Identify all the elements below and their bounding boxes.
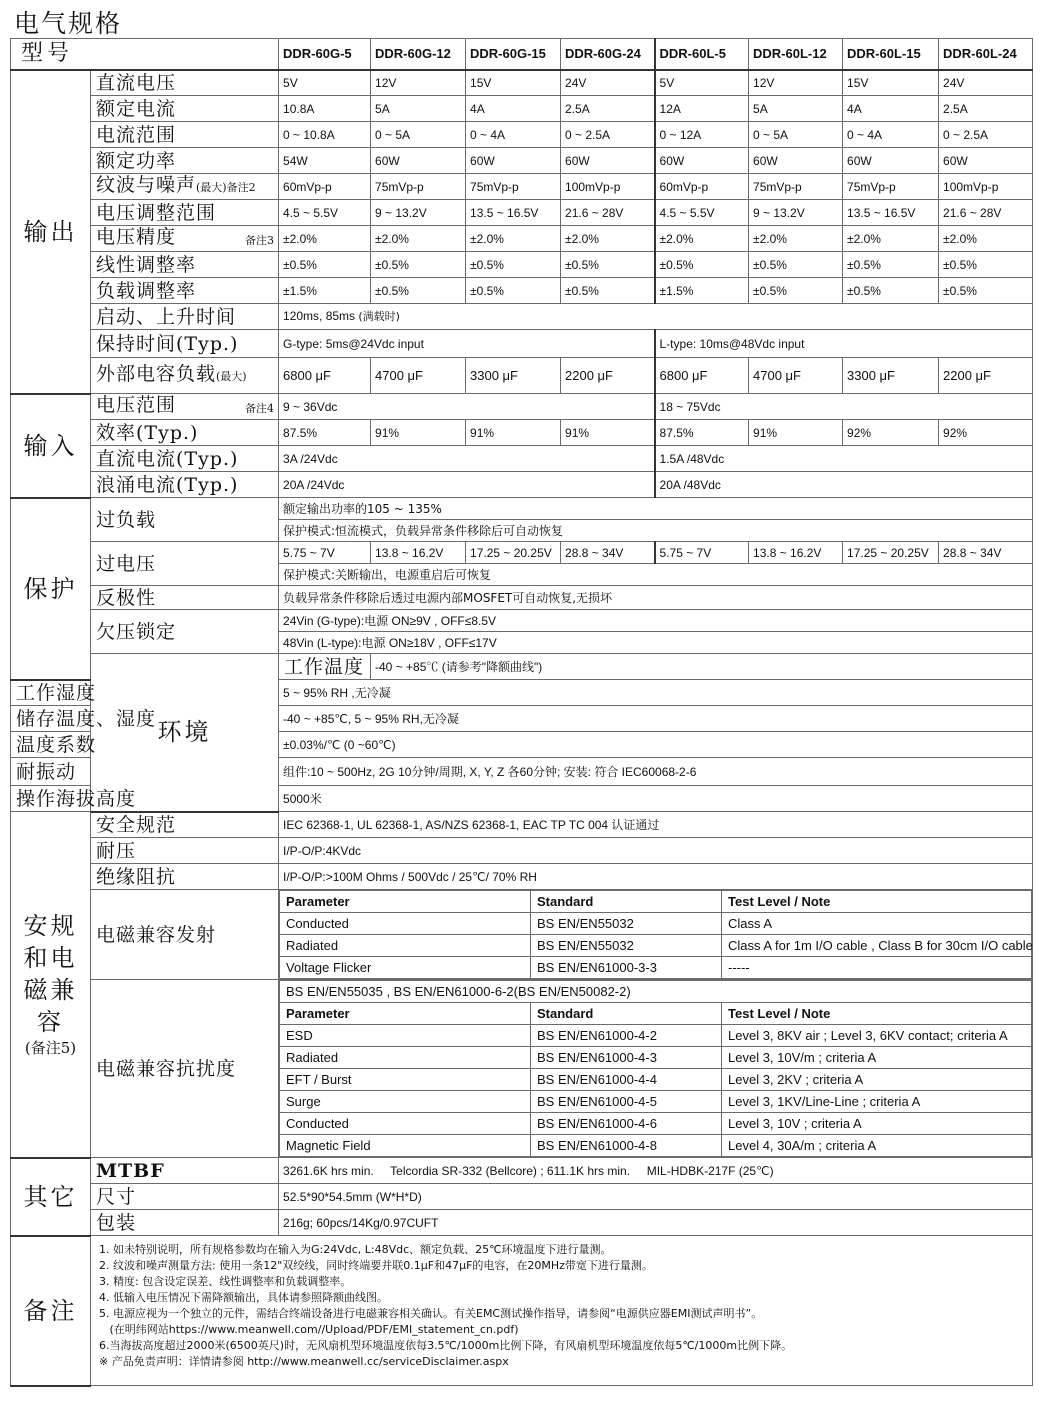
value-cell: 5A	[749, 96, 843, 122]
emission-header: Parameter	[280, 891, 531, 913]
row-label-load-reg: 负载调整率	[91, 278, 279, 304]
row-label-ripple	[91, 174, 279, 200]
section-notes: 备注	[11, 1236, 91, 1386]
value-cell: ±0.5%	[561, 252, 655, 278]
dc-current-l: 1.5A /48Vdc	[655, 446, 1033, 472]
value-cell: 0 ~ 12A	[655, 122, 749, 148]
mtbf-value: 3261.6K hrs min. Telcordia SR-332 (Bellcore) ; 611.1K hrs min. MIL-HDBK-217F (25℃)	[279, 1158, 1033, 1184]
value-cell: 91%	[561, 420, 655, 446]
value-cell: ±0.5%	[466, 252, 561, 278]
hold-g-value: G-type: 5ms@24Vdc input	[279, 330, 655, 358]
value-cell: ±0.5%	[561, 278, 655, 304]
value-cell: 12A	[655, 96, 749, 122]
immunity-cell: Level 3, 1KV/Line-Line ; criteria A	[722, 1091, 1032, 1113]
value-cell: 24V	[561, 70, 655, 96]
value-cell: 28.8 ~ 34V	[939, 542, 1033, 564]
emission-cell: Radiated	[280, 935, 531, 957]
row-label-dimension: 尺寸	[91, 1184, 279, 1210]
immunity-cell: BS EN/EN61000-4-8	[531, 1135, 722, 1157]
reverse-value: 负载异常条件移除后透过电源内部MOSFET可自动恢复,无损坏	[279, 586, 1033, 610]
immunity-cell: BS EN/EN61000-4-6	[531, 1113, 722, 1135]
temp-coeff-value: ±0.03%/℃ (0 ~60℃)	[279, 732, 1033, 758]
immunity-cell: Level 3, 8KV air ; Level 3, 6KV contact; criteria A	[722, 1025, 1032, 1047]
value-cell: 75mVp-p	[843, 174, 939, 200]
value-cell: ±2.0%	[749, 226, 843, 252]
row-label-temp-coeff: 温度系数	[11, 732, 91, 758]
value-cell: 5V	[655, 70, 749, 96]
value-cell: 9 ~ 13.2V	[749, 200, 843, 226]
value-cell: 92%	[939, 420, 1033, 446]
model-name: DDR-60L-15	[843, 39, 939, 70]
immunity-cell: Radiated	[280, 1047, 531, 1069]
value-cell: 4700 μF	[749, 358, 843, 394]
note-line: 5. 电源应视为一个独立的元件，需结合终端设备进行电磁兼容相关确认。有关EMC测试操作指导，请参阅“电源供应器EMI测试声明书”。	[99, 1307, 763, 1320]
dc-current-g: 3A /24Vdc	[279, 446, 655, 472]
setup-value-cn: (满载时)	[358, 310, 400, 323]
model-name: DDR-60G-24	[561, 39, 655, 70]
value-cell: 0 ~ 4A	[843, 122, 939, 148]
value-cell: ±0.5%	[843, 252, 939, 278]
inrush-g: 20A /24Vdc	[279, 472, 655, 498]
value-cell: 24V	[939, 70, 1033, 96]
value-cell: 6800 μF	[279, 358, 371, 394]
value-cell: 0 ~ 5A	[371, 122, 466, 148]
immunity-header: Standard	[531, 1003, 722, 1025]
row-label-packing: 包装	[91, 1210, 279, 1236]
value-cell: ±0.5%	[843, 278, 939, 304]
emission-header: Test Level / Note	[722, 891, 1032, 913]
overvoltage-mode: 保护模式:关断输出，电源重启后可恢复	[279, 564, 1033, 586]
row-label-altitude: 操作海拔高度	[11, 786, 91, 812]
cap-load-small: (最大)	[216, 370, 247, 383]
value-cell: ±1.5%	[655, 278, 749, 304]
value-cell: 17.25 ~ 20.25V	[466, 542, 561, 564]
input-voltage-g: 9 ~ 36Vdc	[279, 394, 655, 420]
row-label-isolation: 绝缘阻抗	[91, 864, 279, 890]
value-cell: ±2.0%	[939, 226, 1033, 252]
model-name: DDR-60L-5	[655, 39, 749, 70]
table-row	[280, 1025, 1032, 1047]
immunity-top: BS EN/EN55035 , BS EN/EN61000-6-2(BS EN/EN50082-2)	[280, 981, 1032, 1003]
setup-value	[279, 304, 1033, 330]
value-cell: 10.8A	[279, 96, 371, 122]
voltage-tol-label: 电压精度	[96, 225, 177, 248]
value-cell: ±0.5%	[466, 278, 561, 304]
value-cell: 60W	[749, 148, 843, 174]
emission-cell: Conducted	[280, 913, 531, 935]
immunity-header: Test Level / Note	[722, 1003, 1032, 1025]
value-cell: 9 ~ 13.2V	[371, 200, 466, 226]
inrush-l: 20A /48Vdc	[655, 472, 1033, 498]
value-cell: ±0.5%	[749, 278, 843, 304]
value-cell: 12V	[371, 70, 466, 96]
value-cell: 75mVp-p	[749, 174, 843, 200]
value-cell: 91%	[749, 420, 843, 446]
value-cell: 2200 μF	[561, 358, 655, 394]
value-cell: 5A	[371, 96, 466, 122]
value-cell: ±1.5%	[279, 278, 371, 304]
value-cell: 13.8 ~ 16.2V	[371, 542, 466, 564]
row-label-dc-current: 直流电流(Typ.)	[91, 446, 279, 472]
row-label-vibration: 耐振动	[11, 758, 91, 786]
emc-emission-cell	[279, 890, 1033, 980]
value-cell: 4.5 ~ 5.5V	[279, 200, 371, 226]
value-cell: 17.25 ~ 20.25V	[843, 542, 939, 564]
setup-value-en: 120ms, 85ms	[283, 309, 359, 323]
section-output: 输出	[11, 70, 91, 394]
uvlo-l: 48Vin (L-type):电源 ON≥18V , OFF≤17V	[279, 632, 1033, 654]
immunity-cell: Level 3, 10V/m ; criteria A	[722, 1047, 1032, 1069]
row-label-cap-load	[91, 358, 279, 394]
row-label-efficiency: 效率(Typ.)	[91, 420, 279, 446]
value-cell: 2200 μF	[939, 358, 1033, 394]
row-label-emc-immunity: 电磁兼容抗扰度	[91, 980, 279, 1158]
value-cell: 0 ~ 2.5A	[561, 122, 655, 148]
value-cell: ±2.0%	[371, 226, 466, 252]
row-label-overload: 过负载	[91, 498, 279, 542]
value-cell: ±2.0%	[279, 226, 371, 252]
row-label-dc-voltage: 直流电压	[91, 70, 279, 96]
immunity-cell: BS EN/EN61000-4-3	[531, 1047, 722, 1069]
model-name: DDR-60G-12	[371, 39, 466, 70]
value-cell: 6800 μF	[655, 358, 749, 394]
model-name: DDR-60L-24	[939, 39, 1033, 70]
note-line: 3. 精度: 包含设定误差、线性调整率和负载调整率。	[99, 1275, 352, 1288]
value-cell: 21.6 ~ 28V	[561, 200, 655, 226]
emission-cell: BS EN/EN55032	[531, 935, 722, 957]
value-cell: 2.5A	[939, 96, 1033, 122]
value-cell: 3300 μF	[843, 358, 939, 394]
table-row	[280, 1135, 1032, 1157]
value-cell: 60W	[561, 148, 655, 174]
value-cell: 0 ~ 2.5A	[939, 122, 1033, 148]
note-line: ※ 产品免责声明：详情请参阅 http://www.meanwell.cc/serviceDisclaimer.aspx	[99, 1355, 509, 1368]
immunity-cell: BS EN/EN61000-4-2	[531, 1025, 722, 1047]
row-label-setup: 启动、上升时间	[91, 304, 279, 330]
value-cell: 100mVp-p	[939, 174, 1033, 200]
ripple-small: (最大)	[196, 181, 227, 194]
row-label-current-range: 电流范围	[91, 122, 279, 148]
uvlo-g: 24Vin (G-type):电源 ON≥9V , OFF≤8.5V	[279, 610, 1033, 632]
value-cell: 4.5 ~ 5.5V	[655, 200, 749, 226]
table-row	[280, 1091, 1032, 1113]
section-protection: 保护	[11, 498, 91, 680]
table-row	[280, 913, 1032, 935]
row-label-inrush: 浪涌电流(Typ.)	[91, 472, 279, 498]
hold-l-value: L-type: 10ms@48Vdc input	[655, 330, 1033, 358]
spec-table	[10, 38, 1033, 1387]
value-cell: 60W	[939, 148, 1033, 174]
note-line: (在明纬网站https://www.meanwell.com//Upload/PDF/EMI_statement_cn.pdf)	[99, 1323, 519, 1336]
value-cell: 5V	[279, 70, 371, 96]
value-cell: 15V	[466, 70, 561, 96]
value-cell: 2.5A	[561, 96, 655, 122]
immunity-cell: Level 4, 30A/m ; criteria A	[722, 1135, 1032, 1157]
value-cell: ±0.5%	[939, 278, 1033, 304]
immunity-cell: Magnetic Field	[280, 1135, 531, 1157]
value-cell: ±0.5%	[655, 252, 749, 278]
value-cell: 3300 μF	[466, 358, 561, 394]
emission-cell: -----	[722, 957, 1032, 979]
value-cell: 60W	[371, 148, 466, 174]
section-safety-note: (备注5)	[24, 1039, 77, 1058]
row-label-work-humid: 工作湿度	[11, 680, 91, 706]
note-line: 4. 低输入电压情况下需降额输出，具体请参照降额曲线图。	[99, 1291, 388, 1304]
section-safety	[11, 812, 91, 1158]
value-cell: 0 ~ 5A	[749, 122, 843, 148]
value-cell: 60mVp-p	[655, 174, 749, 200]
input-voltage-note: 备注4	[245, 401, 275, 415]
note-line: 2. 纹波和噪声测量方法: 使用一条12"双绞线，同时终端要并联0.1μF和47μF的电容，在20MHz带宽下进行量测。	[99, 1259, 653, 1272]
packing-value: 216g; 60pcs/14Kg/0.97CUFT	[279, 1210, 1033, 1236]
model-name: DDR-60L-12	[749, 39, 843, 70]
immunity-cell: Level 3, 10V ; criteria A	[722, 1113, 1032, 1135]
emission-cell: Class A for 1m I/O cable , Class B for 30cm I/O cable	[722, 935, 1032, 957]
value-cell: ±0.5%	[749, 252, 843, 278]
value-cell: ±0.5%	[279, 252, 371, 278]
immunity-cell: BS EN/EN61000-4-5	[531, 1091, 722, 1113]
value-cell: 91%	[466, 420, 561, 446]
emc-immunity-cell	[279, 980, 1033, 1158]
page-title: 电气规格	[14, 9, 123, 38]
emission-header: Standard	[531, 891, 722, 913]
value-cell: 54W	[279, 148, 371, 174]
row-label-storage: 储存温度、湿度	[11, 706, 91, 732]
table-row	[280, 935, 1032, 957]
row-label-safety-standards: 安全规范	[91, 812, 279, 838]
value-cell: 4700 μF	[371, 358, 466, 394]
immunity-cell: Surge	[280, 1091, 531, 1113]
input-voltage-l: 18 ~ 75Vdc	[655, 394, 1033, 420]
value-cell: 4A	[466, 96, 561, 122]
model-name: DDR-60G-15	[466, 39, 561, 70]
row-label-mtbf: MTBF	[91, 1158, 279, 1184]
input-voltage-label: 电压范围	[96, 393, 177, 416]
row-label-hold: 保持时间(Typ.)	[91, 330, 279, 358]
emission-cell: Class A	[722, 913, 1032, 935]
emission-cell: BS EN/EN61000-3-3	[531, 957, 722, 979]
work-temp-value: -40 ~ +85℃ (请参考"降额曲线")	[371, 654, 1033, 680]
value-cell: ±2.0%	[561, 226, 655, 252]
dimension-value: 52.5*90*54.5mm (W*H*D)	[279, 1184, 1033, 1210]
cap-load-label: 外部电容负载	[96, 363, 217, 385]
isolation-value: I/P-O/P:>100M Ohms / 500Vdc / 25℃/ 70% RH	[279, 864, 1033, 890]
value-cell: ±0.5%	[371, 278, 466, 304]
immunity-cell: ESD	[280, 1025, 531, 1047]
value-cell: 4A	[843, 96, 939, 122]
value-cell: 87.5%	[655, 420, 749, 446]
value-cell: 87.5%	[279, 420, 371, 446]
note-line: 1. 如未特别说明，所有规格参数均在输入为G:24Vdc, L:48Vdc、额定负载、25℃环境温度下进行量测。	[99, 1243, 612, 1256]
value-cell: ±2.0%	[655, 226, 749, 252]
work-humid-value: 5 ~ 95% RH ,无冷凝	[279, 680, 1033, 706]
value-cell: 60W	[843, 148, 939, 174]
table-row	[280, 1113, 1032, 1135]
value-cell: 5.75 ~ 7V	[279, 542, 371, 564]
value-cell: 75mVp-p	[466, 174, 561, 200]
value-cell: 21.6 ~ 28V	[939, 200, 1033, 226]
emission-cell: Voltage Flicker	[280, 957, 531, 979]
emc-emission-table	[279, 890, 1032, 979]
emc-immunity-table	[279, 980, 1032, 1157]
row-label-emc-emission: 电磁兼容发射	[91, 890, 279, 980]
value-cell: 92%	[843, 420, 939, 446]
overload-line2: 保护模式:恒流模式，负载异常条件移除后可自动恢复	[279, 520, 1033, 542]
withstand-value: I/P-O/P:4KVdc	[279, 838, 1033, 864]
row-label-voltage-tol	[91, 226, 279, 252]
value-cell: ±2.0%	[466, 226, 561, 252]
row-label-voltage-adj: 电压调整范围	[91, 200, 279, 226]
immunity-header: Parameter	[280, 1003, 531, 1025]
safety-standards-value: IEC 62368-1, UL 62368-1, AS/NZS 62368-1, EAC TP TC 004 认证通过	[279, 812, 1033, 838]
immunity-cell: Level 3, 2KV ; criteria A	[722, 1069, 1032, 1091]
model-label: 型号	[11, 39, 279, 70]
storage-value: -40 ~ +85℃, 5 ~ 95% RH,无冷凝	[279, 706, 1033, 732]
row-label-overvoltage: 过电压	[91, 542, 279, 586]
value-cell: 28.8 ~ 34V	[561, 542, 655, 564]
table-row	[280, 957, 1032, 979]
row-label-rated-current: 额定电流	[91, 96, 279, 122]
immunity-cell: BS EN/EN61000-4-4	[531, 1069, 722, 1091]
overload-line1: 额定输出功率的105 ~ 135%	[279, 498, 1033, 520]
vibration-value: 组件:10 ~ 500Hz, 2G 10分钟/周期, X, Y, Z 各60分钟; 安装: 符合 IEC60068-2-6	[279, 758, 1033, 786]
row-label-uvlo: 欠压锁定	[91, 610, 279, 654]
row-label-input-voltage	[91, 394, 279, 420]
ripple-note: 备注2	[226, 181, 256, 194]
model-name: DDR-60G-5	[279, 39, 371, 70]
value-cell: 15V	[843, 70, 939, 96]
value-cell: ±0.5%	[939, 252, 1033, 278]
section-input: 输入	[11, 394, 91, 498]
note-line: 6.当海拔高度超过2000米(6500英尺)时，无风扇机型环境温度依每3.5℃/1000m比例下降，有风扇机型环境温度依每5℃/1000m比例下降。	[99, 1339, 793, 1352]
value-cell: 60W	[466, 148, 561, 174]
section-safety-title: 安规和电磁兼容	[23, 912, 78, 1037]
altitude-value: 5000米	[279, 786, 1033, 812]
value-cell: 60mVp-p	[279, 174, 371, 200]
row-label-line-reg: 线性调整率	[91, 252, 279, 278]
immunity-cell: Conducted	[280, 1113, 531, 1135]
row-label-work-temp: 工作温度	[279, 654, 371, 680]
emission-cell: BS EN/EN55032	[531, 913, 722, 935]
value-cell: ±0.5%	[371, 252, 466, 278]
immunity-cell: EFT / Burst	[280, 1069, 531, 1091]
value-cell: 0 ~ 10.8A	[279, 122, 371, 148]
value-cell: 5.75 ~ 7V	[655, 542, 749, 564]
table-row	[280, 1047, 1032, 1069]
row-label-rated-power: 额定功率	[91, 148, 279, 174]
value-cell: 13.8 ~ 16.2V	[749, 542, 843, 564]
section-environment: 环境	[91, 654, 279, 812]
value-cell: 0 ~ 4A	[466, 122, 561, 148]
row-label-reverse: 反极性	[91, 586, 279, 610]
table-row	[280, 1069, 1032, 1091]
notes-block	[91, 1236, 1033, 1386]
row-label-withstand: 耐压	[91, 838, 279, 864]
value-cell: 91%	[371, 420, 466, 446]
section-others: 其它	[11, 1158, 91, 1236]
value-cell: 12V	[749, 70, 843, 96]
value-cell: 100mVp-p	[561, 174, 655, 200]
ripple-label: 纹波与噪声	[96, 174, 197, 196]
value-cell: 13.5 ~ 16.5V	[843, 200, 939, 226]
value-cell: 75mVp-p	[371, 174, 466, 200]
value-cell: 13.5 ~ 16.5V	[466, 200, 561, 226]
voltage-tol-note: 备注3	[245, 233, 275, 247]
value-cell: ±2.0%	[843, 226, 939, 252]
value-cell: 60W	[655, 148, 749, 174]
